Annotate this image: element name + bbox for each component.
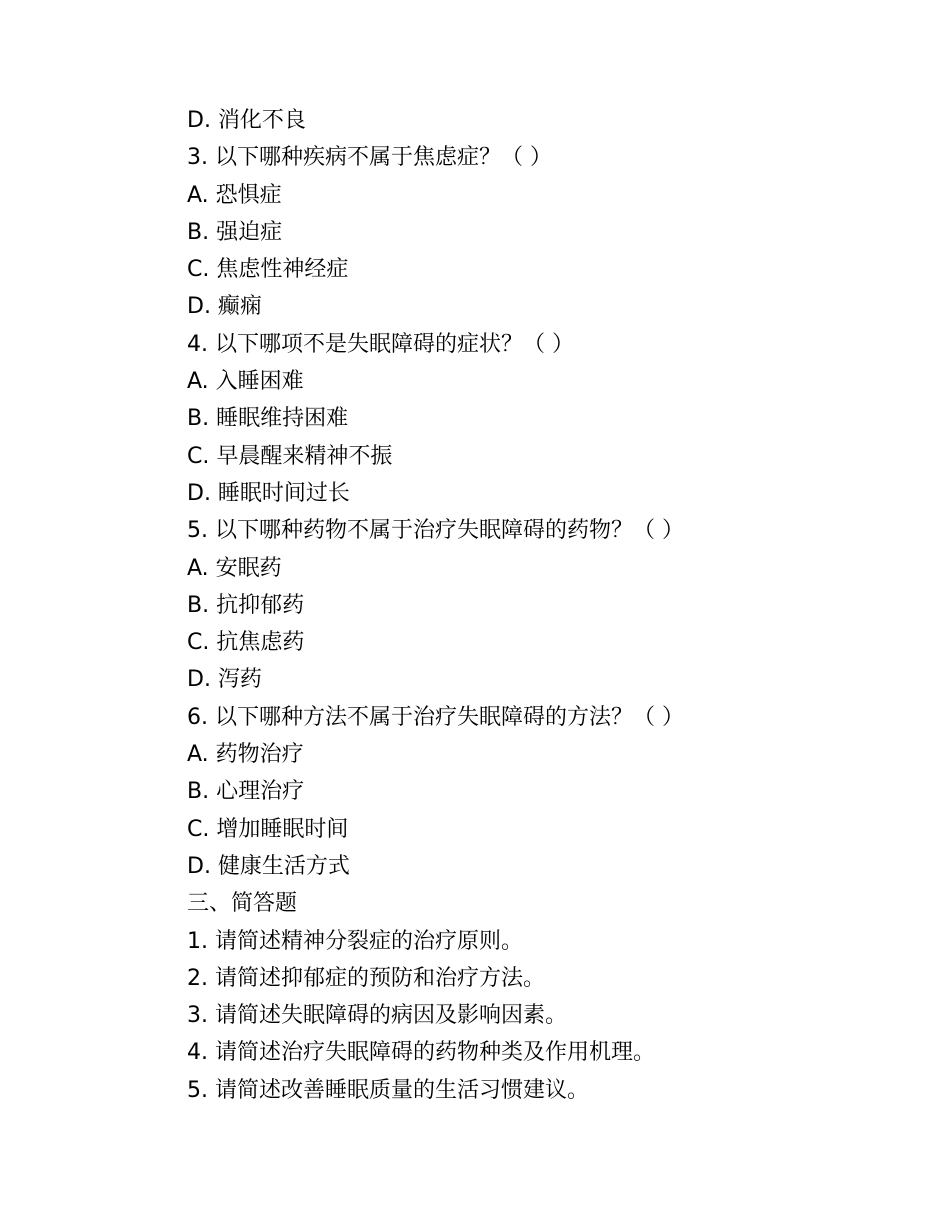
question-3: 3. 以下哪种疾病不属于焦虑症？（ ） bbox=[187, 145, 552, 171]
question-6-option-d: D. 健康生活方式 bbox=[187, 853, 350, 879]
question-6-option-b: B. 心理治疗 bbox=[187, 779, 305, 805]
document-body bbox=[187, 102, 807, 1109]
question-4-option-d: D. 睡眠时间过长 bbox=[187, 480, 350, 506]
question-5-option-a: A. 安眠药 bbox=[187, 555, 282, 581]
short-answer-2: 2. 请简述抑郁症的预防和治疗方法。 bbox=[187, 965, 545, 991]
question-5: 5. 以下哪种药物不属于治疗失眠障碍的药物？（ ） bbox=[187, 518, 684, 544]
question-4-option-a: A. 入睡困难 bbox=[187, 369, 304, 395]
short-answer-3: 3. 请简述失眠障碍的病因及影响因素。 bbox=[187, 1003, 567, 1029]
question-3-option-b: B. 强迫症 bbox=[187, 219, 283, 245]
question-3-option-a: A. 恐惧症 bbox=[187, 182, 282, 208]
section-heading-short-answer: 三、简答题 bbox=[187, 891, 298, 917]
question-4-option-b: B. 睡眠维持困难 bbox=[187, 406, 349, 432]
question-5-option-d: D. 泻药 bbox=[187, 667, 262, 693]
question-3-option-c: C. 焦虑性神经症 bbox=[187, 257, 349, 283]
question-3-option-d: D. 癫痫 bbox=[187, 294, 262, 320]
question-6-option-c: C. 增加睡眠时间 bbox=[187, 816, 349, 842]
question-6: 6. 以下哪种方法不属于治疗失眠障碍的方法？（ ） bbox=[187, 704, 684, 730]
option-d-previous-question: D. 消化不良 bbox=[187, 108, 306, 133]
short-answer-4: 4. 请简述治疗失眠障碍的药物种类及作用机理。 bbox=[187, 1040, 655, 1066]
question-5-option-b: B. 抗抑郁药 bbox=[187, 592, 305, 618]
question-6-option-a: A. 药物治疗 bbox=[187, 742, 304, 768]
question-5-option-c: C. 抗焦虑药 bbox=[187, 630, 305, 656]
short-answer-1: 1. 请简述精神分裂症的治疗原则。 bbox=[187, 928, 523, 954]
short-answer-5: 5. 请简述改善睡眠质量的生活习惯建议。 bbox=[187, 1077, 589, 1103]
question-4: 4. 以下哪项不是失眠障碍的症状？（ ） bbox=[187, 331, 574, 357]
question-4-option-c: C. 早晨醒来精神不振 bbox=[187, 443, 393, 469]
